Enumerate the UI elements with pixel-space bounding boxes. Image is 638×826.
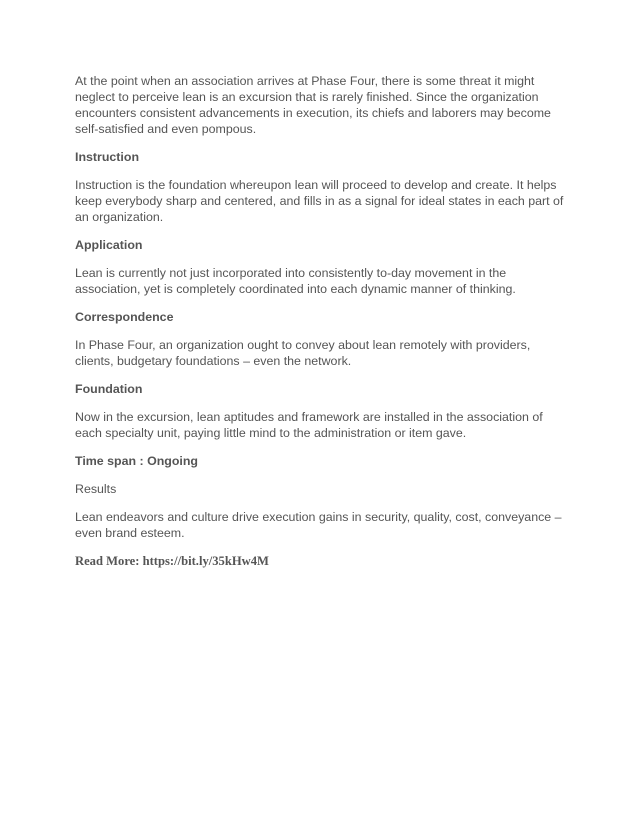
- section-heading-instruction: Instruction: [75, 150, 140, 164]
- section-heading-correspondence: Correspondence: [75, 310, 174, 324]
- section-heading-foundation: Foundation: [75, 382, 143, 396]
- section-body-foundation: Now in the excursion, lean aptitudes and framework are installed in the association of each specialty unit, paying little mind to the administration or item gave.: [75, 410, 543, 440]
- section-body-instruction: Instruction is the foundation whereupon lean will proceed to develop and create. It helps keep everybody sharp and centered, and fills in as a signal for ideal states in each part of an organization.: [75, 178, 564, 224]
- section-body-application: Lean is currently not just incorporated into consistently to-day movement in the association, yet is completely coordinated into each dynamic manner of thinking.: [75, 266, 516, 296]
- results-body: Lean endeavors and culture drive execution gains in security, quality, cost, conveyance – even brand esteem.: [75, 510, 562, 540]
- intro-paragraph: At the point when an association arrives at Phase Four, there is some threat it might neglect to perceive lean is an excursion that is rarely finished. Since the organization encounters consistent advancements in execution, its chiefs and laborers may become self-satisfied and even pompous.: [75, 74, 551, 136]
- section-heading-application: Application: [75, 238, 143, 252]
- document-content: [75, 73, 570, 569]
- results-label: Results: [75, 482, 117, 496]
- read-more-link[interactable]: Read More: https://bit.ly/35kHw4M: [75, 554, 269, 568]
- section-body-correspondence: In Phase Four, an organization ought to convey about lean remotely with providers, clients, budgetary foundations – even the network.: [75, 338, 531, 368]
- time-span-heading: Time span : Ongoing: [75, 454, 198, 468]
